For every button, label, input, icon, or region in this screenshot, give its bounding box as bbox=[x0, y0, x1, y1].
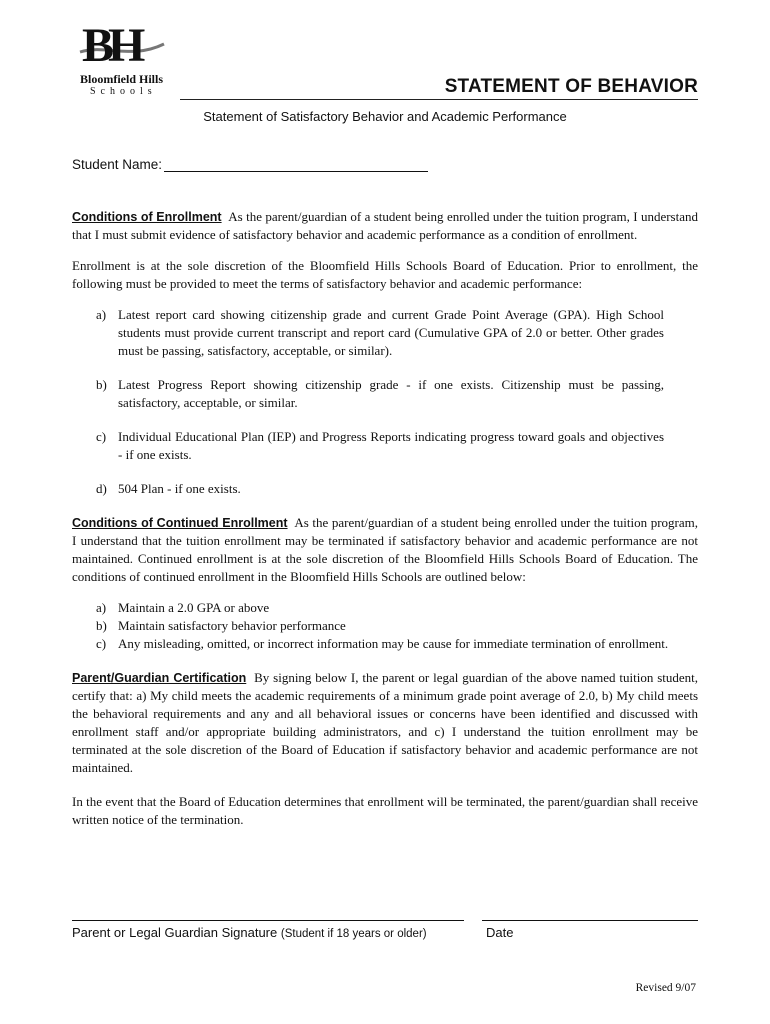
enrollment-paragraph-2: Enrollment is at the sole discretion of the Bloomfield Hills Schools Board of Education. Prior to enrollment, the following must be provided to meet the terms of satisfactory behavior and academic performance: bbox=[72, 258, 698, 291]
list-item: b) Maintain satisfactory behavior performance bbox=[96, 618, 346, 633]
certification-paragraph bbox=[72, 669, 698, 777]
list-item: d) 504 Plan - if one exists. bbox=[96, 481, 241, 496]
logo-name: Bloomfield Hills bbox=[80, 72, 164, 86]
student-name-label: Student Name: bbox=[72, 157, 163, 172]
termination-notice-paragraph: In the event that the Board of Education determines that enrollment will be terminated, the parent/guardian shall receive written notice of the termination. bbox=[72, 794, 698, 827]
list-item: b) Latest Progress Report showing citizenship grade - if one exists. Citizenship must be passing, satisfactory, acceptable, or similar. bbox=[96, 377, 664, 410]
enrollment-text: As the parent/guardian of a student being enrolled under the tuition program, I understand that I must submit evidence of satisfactory behavior and academic performance as a condition of enrollment. bbox=[72, 209, 698, 242]
date-label: Date bbox=[486, 925, 514, 940]
logo-sub: Schools bbox=[90, 86, 157, 97]
continued-enrollment-text: As the parent/guardian of a student being enrolled under the tuition program, I understand that the tuition enrollment may be terminated if satisfactory behavior and academic performance are not maintained. Continued enrollment is at the sole discretion of the Bloomfield Hills Schools Board of Education. The conditions of continued enrollment in the Bloomfield Hills Schools are outlined below: bbox=[72, 515, 698, 584]
list-item: c) Individual Educational Plan (IEP) and Progress Reports indicating progress toward goals and objectives - if one exists. bbox=[96, 429, 664, 462]
document-body bbox=[72, 208, 698, 842]
title-divider bbox=[180, 99, 698, 100]
list-item: a) Maintain a 2.0 GPA or above bbox=[96, 600, 270, 615]
date-field[interactable] bbox=[482, 920, 698, 921]
page-title: STATEMENT OF BEHAVIOR bbox=[444, 76, 698, 97]
enrollment-requirements-list bbox=[72, 306, 698, 498]
school-logo bbox=[76, 19, 168, 98]
continued-enrollment-paragraph bbox=[72, 514, 698, 586]
signature-label: Parent or Legal Guardian Signature (Student if 18 years or older) bbox=[72, 925, 427, 940]
enrollment-heading: Conditions of Enrollment bbox=[72, 210, 222, 224]
page-subtitle: Statement of Satisfactory Behavior and Academic Performance bbox=[203, 109, 567, 124]
certification-heading: Parent/Guardian Certification bbox=[72, 671, 247, 685]
continued-enrollment-heading: Conditions of Continued Enrollment bbox=[72, 516, 288, 530]
certification-text: By signing below I, the parent or legal guardian of the above named tuition student, certify that: a) My child meets the academic requirements of a minimum grade point average of 2.0, b) My child meets the behavioral requirements and any and all behavioral issues or concerns have been identified and discussed with enrollment staff and/or appropriate building administrators, and c) I understand the tuition enrollment may be terminated at the sole discretion of the Board of Education if satisfactory behavior and academic performance are not maintained. bbox=[72, 670, 698, 775]
signature-note: (Student if 18 years or older) bbox=[280, 928, 427, 940]
signature-field[interactable] bbox=[72, 920, 464, 921]
student-name-field[interactable] bbox=[164, 157, 428, 172]
revision-note: Revised 9/07 bbox=[635, 982, 696, 994]
continued-conditions-list bbox=[72, 599, 698, 653]
enrollment-paragraph bbox=[72, 208, 698, 244]
student-name-row bbox=[72, 157, 428, 172]
list-item: a) Latest report card showing citizenship grade and current Grade Point Average (GPA). High School students must provide current transcript and report card (Cumulative GPA of 2.0 or better. Other grades must be passing, satisfactory, acceptable, or similar). bbox=[96, 307, 664, 358]
list-item: c) Any misleading, omitted, or incorrect information may be cause for immediate termination of enrollment. bbox=[96, 636, 669, 651]
logo-letters: BH bbox=[82, 19, 140, 72]
